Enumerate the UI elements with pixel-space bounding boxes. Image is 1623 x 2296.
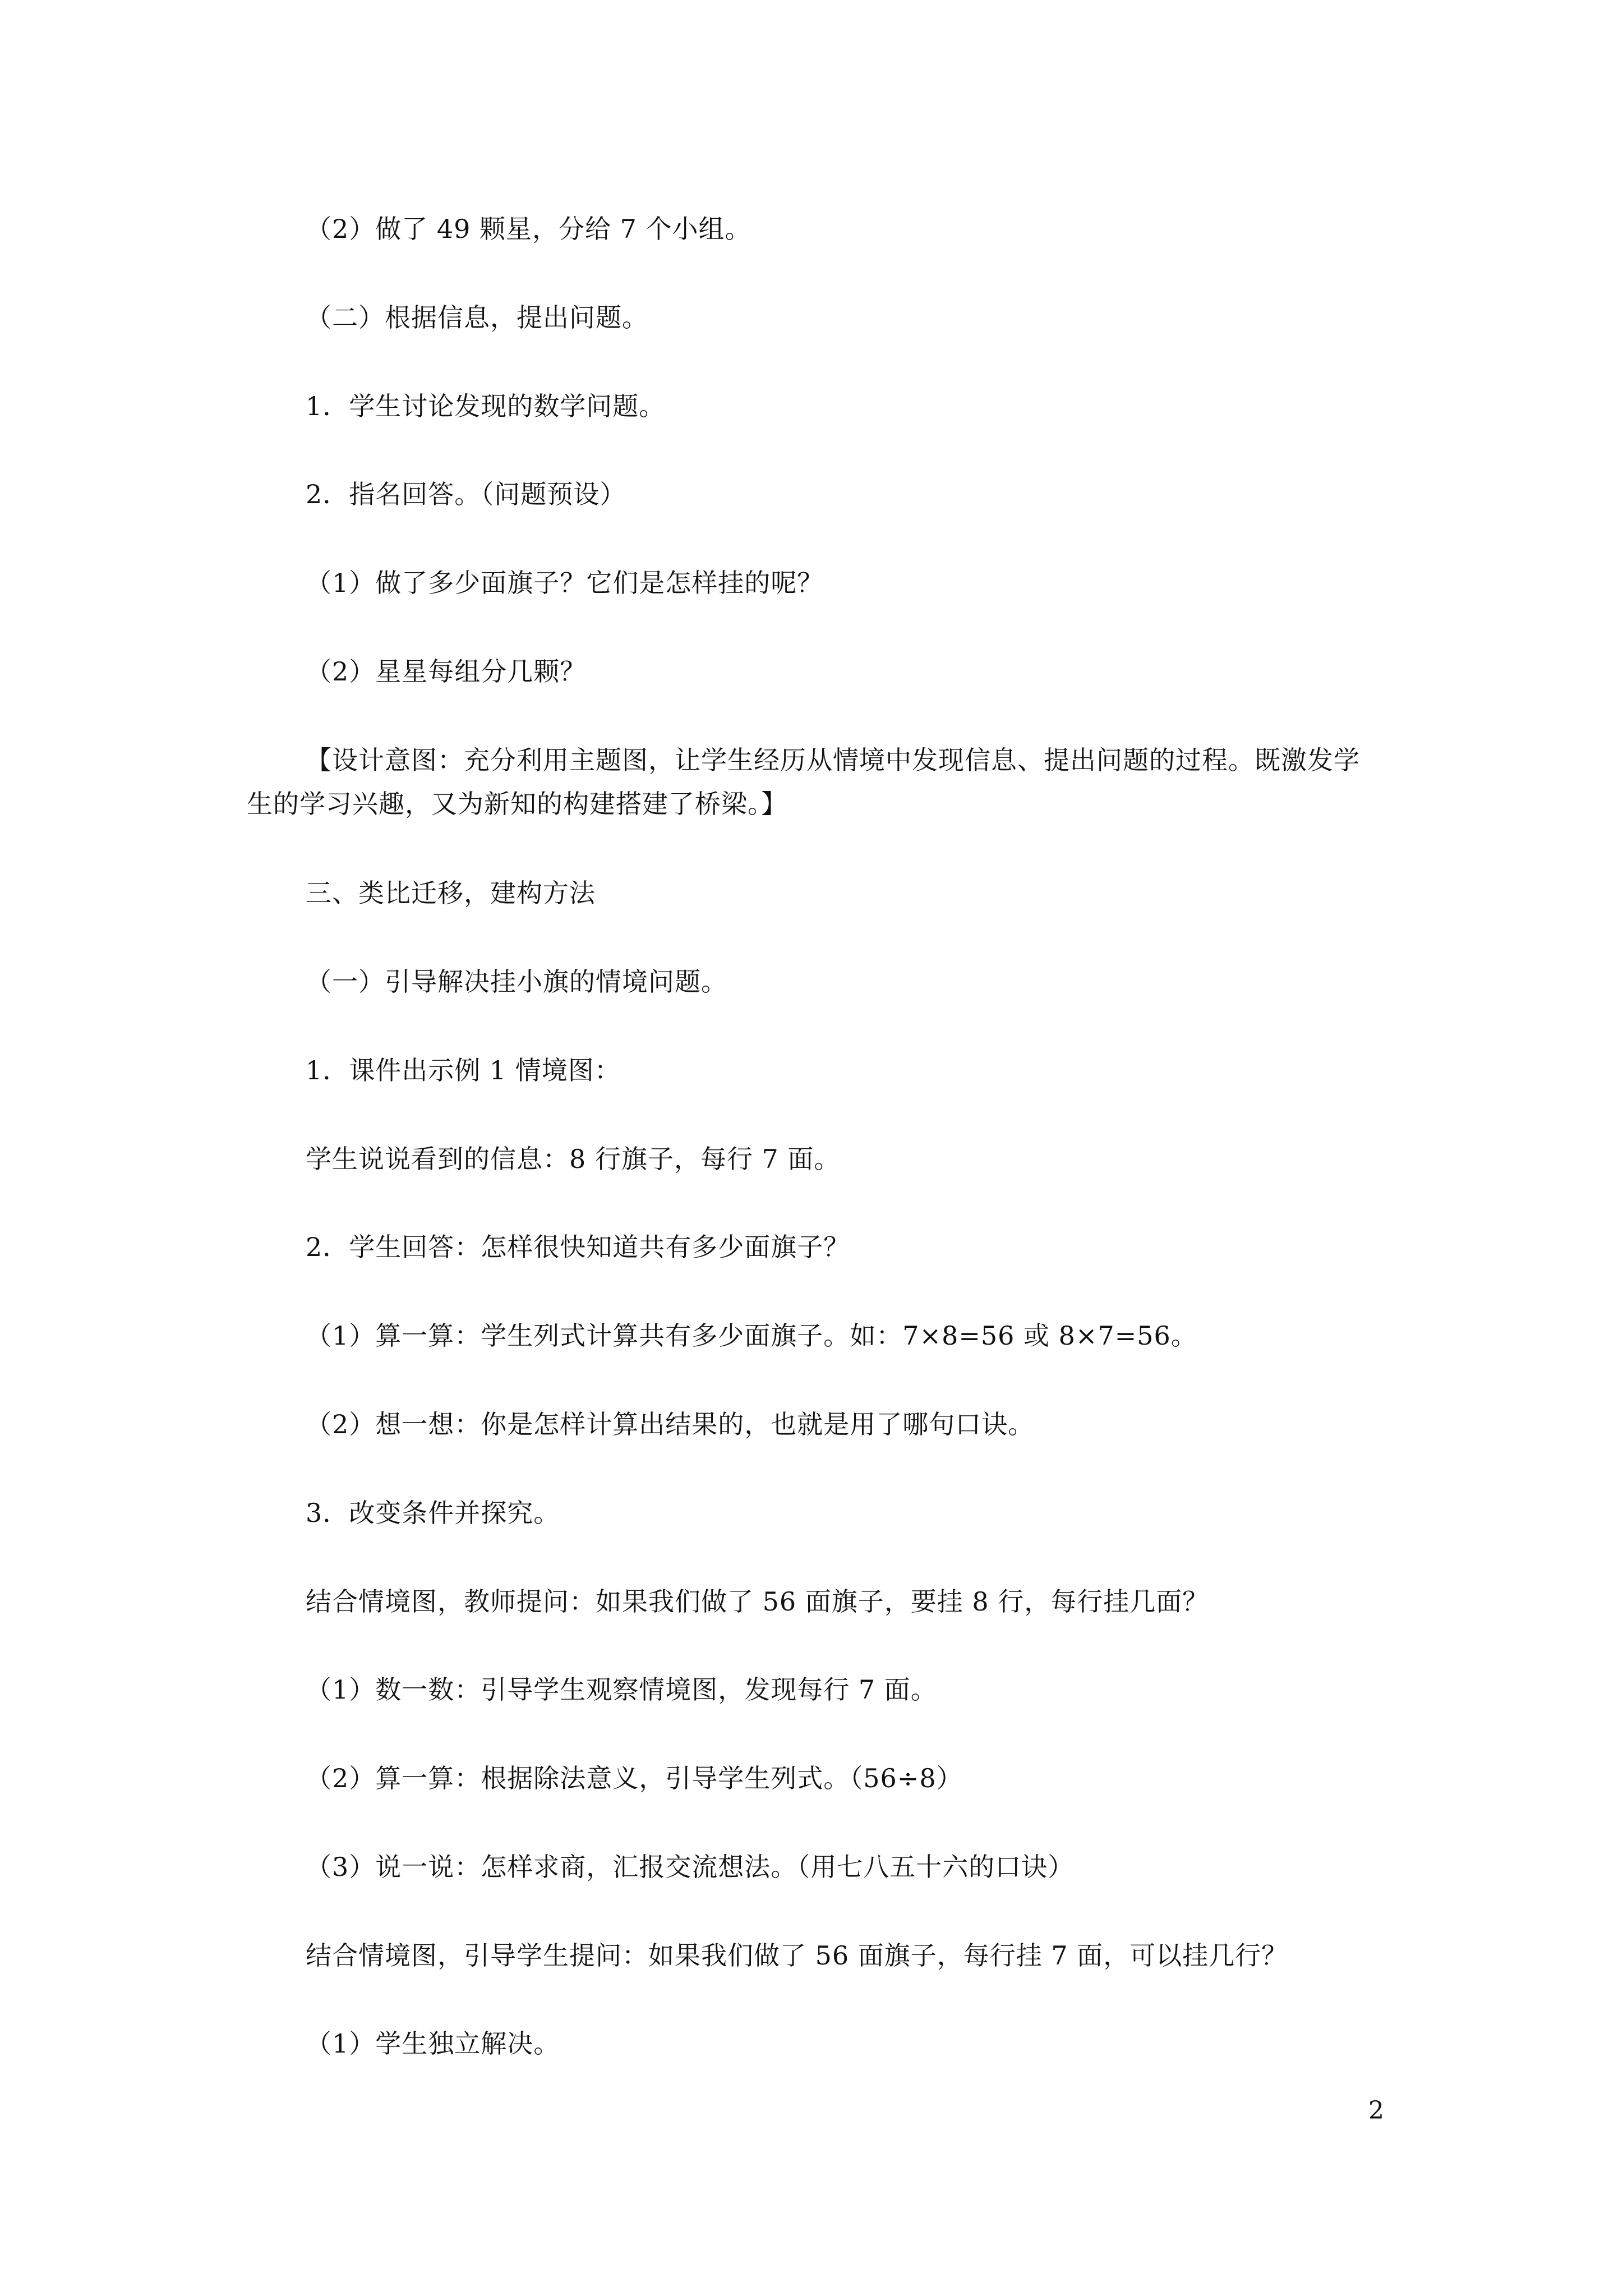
design-intent-note: 【设计意图：充分利用主题图，让学生经历从情境中发现信息、提出问题的过程。既激发学生的学习兴趣，又为新知的构建搭建了桥梁。】 xyxy=(247,745,1360,819)
paragraph-line: （2）想一想：你是怎样计算出结果的，也就是用了哪句口诀。 xyxy=(306,1409,1035,1439)
section-heading: 三、类比迁移，建构方法 xyxy=(306,878,596,908)
paragraph-line: （1）学生独立解决。 xyxy=(306,2028,560,2059)
paragraph-line: 1．课件出示例 1 情境图： xyxy=(306,1055,621,1085)
paragraph-line: （3）说一说：怎样求商，汇报交流想法。（用七八五十六的口诀） xyxy=(306,1852,1075,1882)
page-number: 2 xyxy=(1368,2096,1384,2125)
paragraph-line: 2．学生回答：怎样很快知道共有多少面旗子？ xyxy=(306,1232,850,1262)
paragraph-line: 结合情境图，引导学生提问：如果我们做了 56 面旗子，每行挂 7 面，可以挂几行？ xyxy=(306,1940,1288,1971)
paragraph-line: （2）做了 49 颗星，分给 7 个小组。 xyxy=(306,214,751,244)
paragraph-line: （2）星星每组分几颗？ xyxy=(306,656,587,687)
paragraph-line: 结合情境图，教师提问：如果我们做了 56 面旗子，要挂 8 行，每行挂几面？ xyxy=(306,1586,1209,1617)
paragraph-line: （二）根据信息，提出问题。 xyxy=(306,302,648,333)
paragraph-line: （1）数一数：引导学生观察情境图，发现每行 7 面。 xyxy=(306,1674,937,1705)
paragraph-line: 3．改变条件并探究。 xyxy=(306,1498,560,1528)
paragraph-line: （一）引导解决挂小旗的情境问题。 xyxy=(306,967,727,997)
paragraph-line: 学生说说看到的信息：8 行旗子，每行 7 面。 xyxy=(306,1144,841,1174)
paragraph-line: （1）做了多少面旗子？它们是怎样挂的呢？ xyxy=(306,568,824,598)
paragraph-line: （2）算一算：根据除法意义，引导学生列式。（56÷8） xyxy=(306,1763,963,1793)
paragraph-line: 2．指名回答。（问题预设） xyxy=(306,479,626,509)
paragraph-line: （1）算一算：学生列式计算共有多少面旗子。如：7×8=56 或 8×7=56。 xyxy=(306,1320,1197,1351)
paragraph-line: 1．学生讨论发现的数学问题。 xyxy=(306,391,666,421)
